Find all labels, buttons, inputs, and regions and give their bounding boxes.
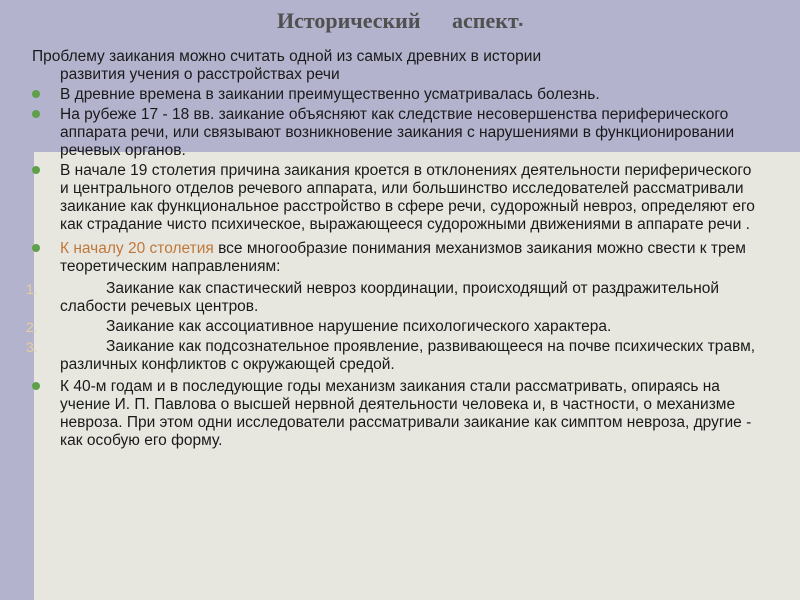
intro-line-2: развития учения о расстройствах речи [60, 66, 340, 83]
intro-paragraph [32, 48, 762, 84]
numbered-item-1 [26, 280, 762, 316]
slide-title [0, 8, 800, 34]
bullet-dot-icon [32, 244, 40, 252]
bullet-text: В начале 19 столетия причина заикания кроется в отклонениях деятельности периферического и центрального отделов речевого аппарата, или большинство исследователей рассматривали заикание как функциональное расстройство в сфере речи, судорожный невроз, определяют его как страдание чисто психическое, выражающееся судорожными движениями в аппарате речи . [60, 162, 755, 233]
numbered-item-3 [26, 338, 762, 374]
title-mark: ▪ [518, 17, 523, 31]
numbered-text: Заикание как спастический невроз координации, происходящий от раздражительной слабости речевых центров. [60, 280, 720, 315]
bullet-dot-icon [32, 166, 40, 174]
bullet-item-5 [32, 378, 762, 450]
list-number: 3. [26, 339, 38, 355]
bullet-text: все многообразие понимания механизмов заикания можно свести к трем теоретическим направлениям: [60, 240, 746, 275]
bullet-item-4 [32, 240, 762, 276]
bullet-dot-icon [32, 382, 40, 390]
numbered-text: Заикание как подсознательное проявление, развивающееся на почве психических травм, различных конфликтов с окружающей средой. [60, 338, 756, 373]
bullet-text: На рубеже 17 - 18 вв. заикание объясняют как следствие несовершенства периферического аппарата речи, или связывают возникновение заикания с нарушениями в функционировании речевых органов. [60, 106, 735, 159]
bullet-item-2 [32, 106, 762, 160]
bullet-text: К 40-м годам и в последующие годы механизм заикания стали рассматривать, опираясь на учение И. П. Павлова о высшей нервной деятельности человека и, в частности, о механизме невроза. При этом одни исследователи рассматривали заикание как симптом невроза, другие - как особую его форму. [60, 378, 752, 449]
list-number: 2. [26, 319, 38, 335]
numbered-item-2 [26, 318, 762, 336]
bullet-item-3 [32, 162, 762, 234]
bullet-dot-icon [32, 90, 40, 98]
intro-line-1: Проблему заикания можно считать одной из самых древних в истории [32, 48, 542, 65]
list-number: 1. [26, 281, 38, 297]
title-text: Исторический аспект [277, 8, 519, 33]
bullet-text: В древние времена в заикании преимущественно усматривалась болезнь. [60, 86, 600, 103]
numbered-text: Заикание как ассоциативное нарушение психологического характера. [106, 318, 612, 335]
slide-content [26, 48, 762, 452]
bullet-dot-icon [32, 110, 40, 118]
bullet-item-1 [32, 86, 762, 104]
bullet-highlight-text: К началу 20 столетия [60, 240, 214, 257]
